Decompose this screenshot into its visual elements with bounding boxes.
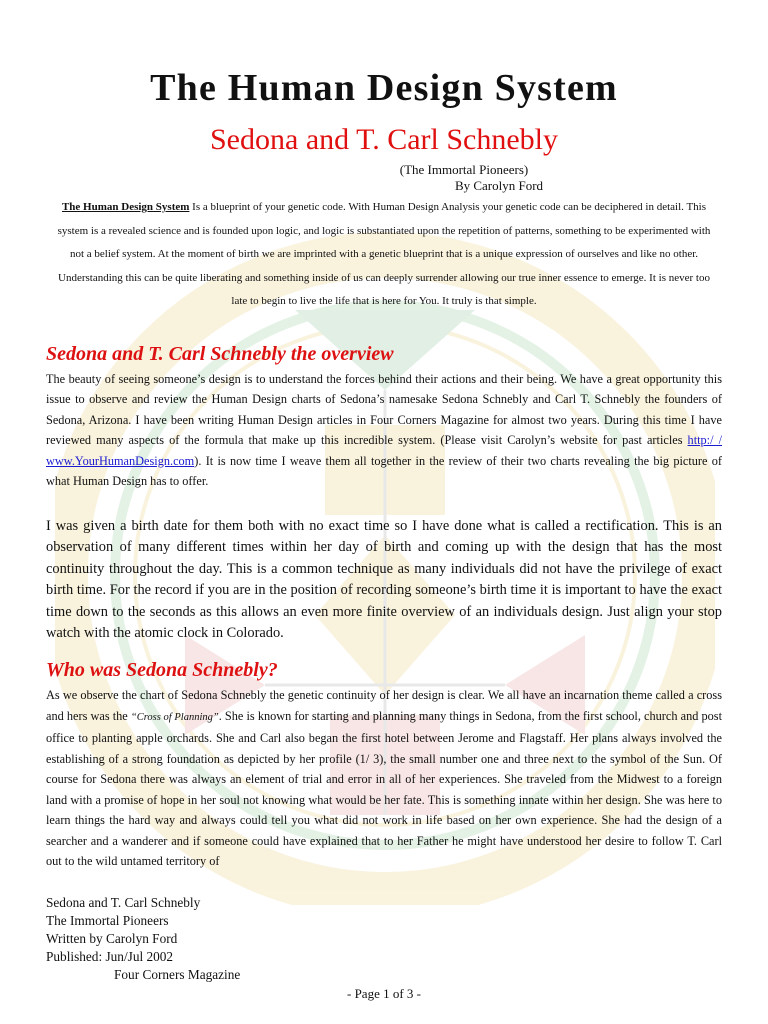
overview-text-2: ). It is now time I weave them all together in the review of their two charts revealing the big picture of what Human Design has to offer. <box>46 453 722 488</box>
sedona-paragraph <box>46 685 722 872</box>
overview-paragraph <box>46 369 722 492</box>
page-number: - Page 1 of 3 - <box>346 985 421 1001</box>
section-heading-overview: Sedona and T. Carl Schnebly the overview <box>46 342 394 365</box>
intro-text: Is a blueprint of your genetic code. With Human Design Analysis your genetic code can be deciphered in detail. This system is a revealed science and is founded upon logic, and logic is substantiated upon the repetition of patterns, something to be experimented with not a belief system. At the moment of birth we are imprinted with a genetic blueprint that is a unique expression of ourselves and like no other. Understanding this can be quite liberating and something inside of us can deeply surrender allowing our true inner essence to emerge. It is never too late to begin to live the life that is here for You. It truly is that simple. <box>57 201 711 307</box>
page-title: The Human Design System <box>150 67 618 109</box>
footer-line: Written by Carolyn Ford <box>46 930 178 946</box>
subtitle: Sedona and T. Carl Schnebly <box>210 123 558 156</box>
sedona-text-1: As we observe the chart of Sedona Schnebly the genetic continuity of her design is clear. We all have an incarnation theme called a cross and hers was the <box>46 688 722 723</box>
section-heading-sedona: Who was Sedona Schnebly? <box>46 659 278 682</box>
overview-text-1: The beauty of seeing someone’s design is to understand the forces behind their actions and their being. We have a great opportunity this issue to observe and review the Human Design charts of Sedona’s namesake Sedona Schnebly and Carl T. Schnebly the founders of Sedona, Arizona. I have been writing Human Design articles in Four Corners Magazine for almost two years. During this time I have reviewed many aspects of the formula that make up this incredible system. (Please visit Carolyn’s website for past articles <box>46 371 722 447</box>
cross-name: “Cross of Planning” <box>130 711 219 723</box>
intro-paragraph <box>46 196 722 314</box>
sedona-text-2: . She is known for starting and planning many things in Sedona, from the first school, church and post office to planting apple orchards. She and Carl also began the first hotel between Jerome and Flagstaff. Her plans always involved the establishing of a strong foundation as depicted by her profile (1/ 3), the small number one and three next to the symbol of the Sun. Of course for Sedona there was always an element of trial and error in all of her experiences. She traveled from the Midwest to a foreign land with a promise of hope in her soul not knowing what would be her fate. This is something innate within her design. She was here to learn things the hard way and always could tell you what did not work in life based on her own experience. She had the design of a searcher and a wanderer and if someone could have explained that to her Father he might have understood her desire to follow T. Carl out to the wild untamed territory of <box>46 708 723 869</box>
footer-line: Four Corners Magazine <box>114 966 241 982</box>
footer-credits <box>46 894 722 984</box>
byline: By Carolyn Ford <box>454 178 544 193</box>
intro-lead: The Human Design System <box>61 201 190 213</box>
rectification-paragraph: I was given a birth date for them both with no exact time so I have done what is called a rectification. This is an observation of many different times within her day of birth and coming up with the design that has the most continuity throughout the day. This is a common technique as many individuals did not have the privilege of exact birth time. For the record if you are in the position of recording someone’s birth time it is important to have the exact time down to the seconds as this allows an even more finite overview of an individuals design. Just align your stop watch with the atomic clock in Colorado. <box>46 517 722 642</box>
footer-line: Sedona and T. Carl Schnebly <box>46 894 201 910</box>
subtitle-note: (The Immortal Pioneers) <box>399 162 529 177</box>
footer-line: Published: Jun/Jul 2002 <box>46 948 174 964</box>
website-link[interactable]: http:/ / www.YourHumanDesign.com <box>46 433 722 468</box>
footer-line: The Immortal Pioneers <box>46 912 169 928</box>
